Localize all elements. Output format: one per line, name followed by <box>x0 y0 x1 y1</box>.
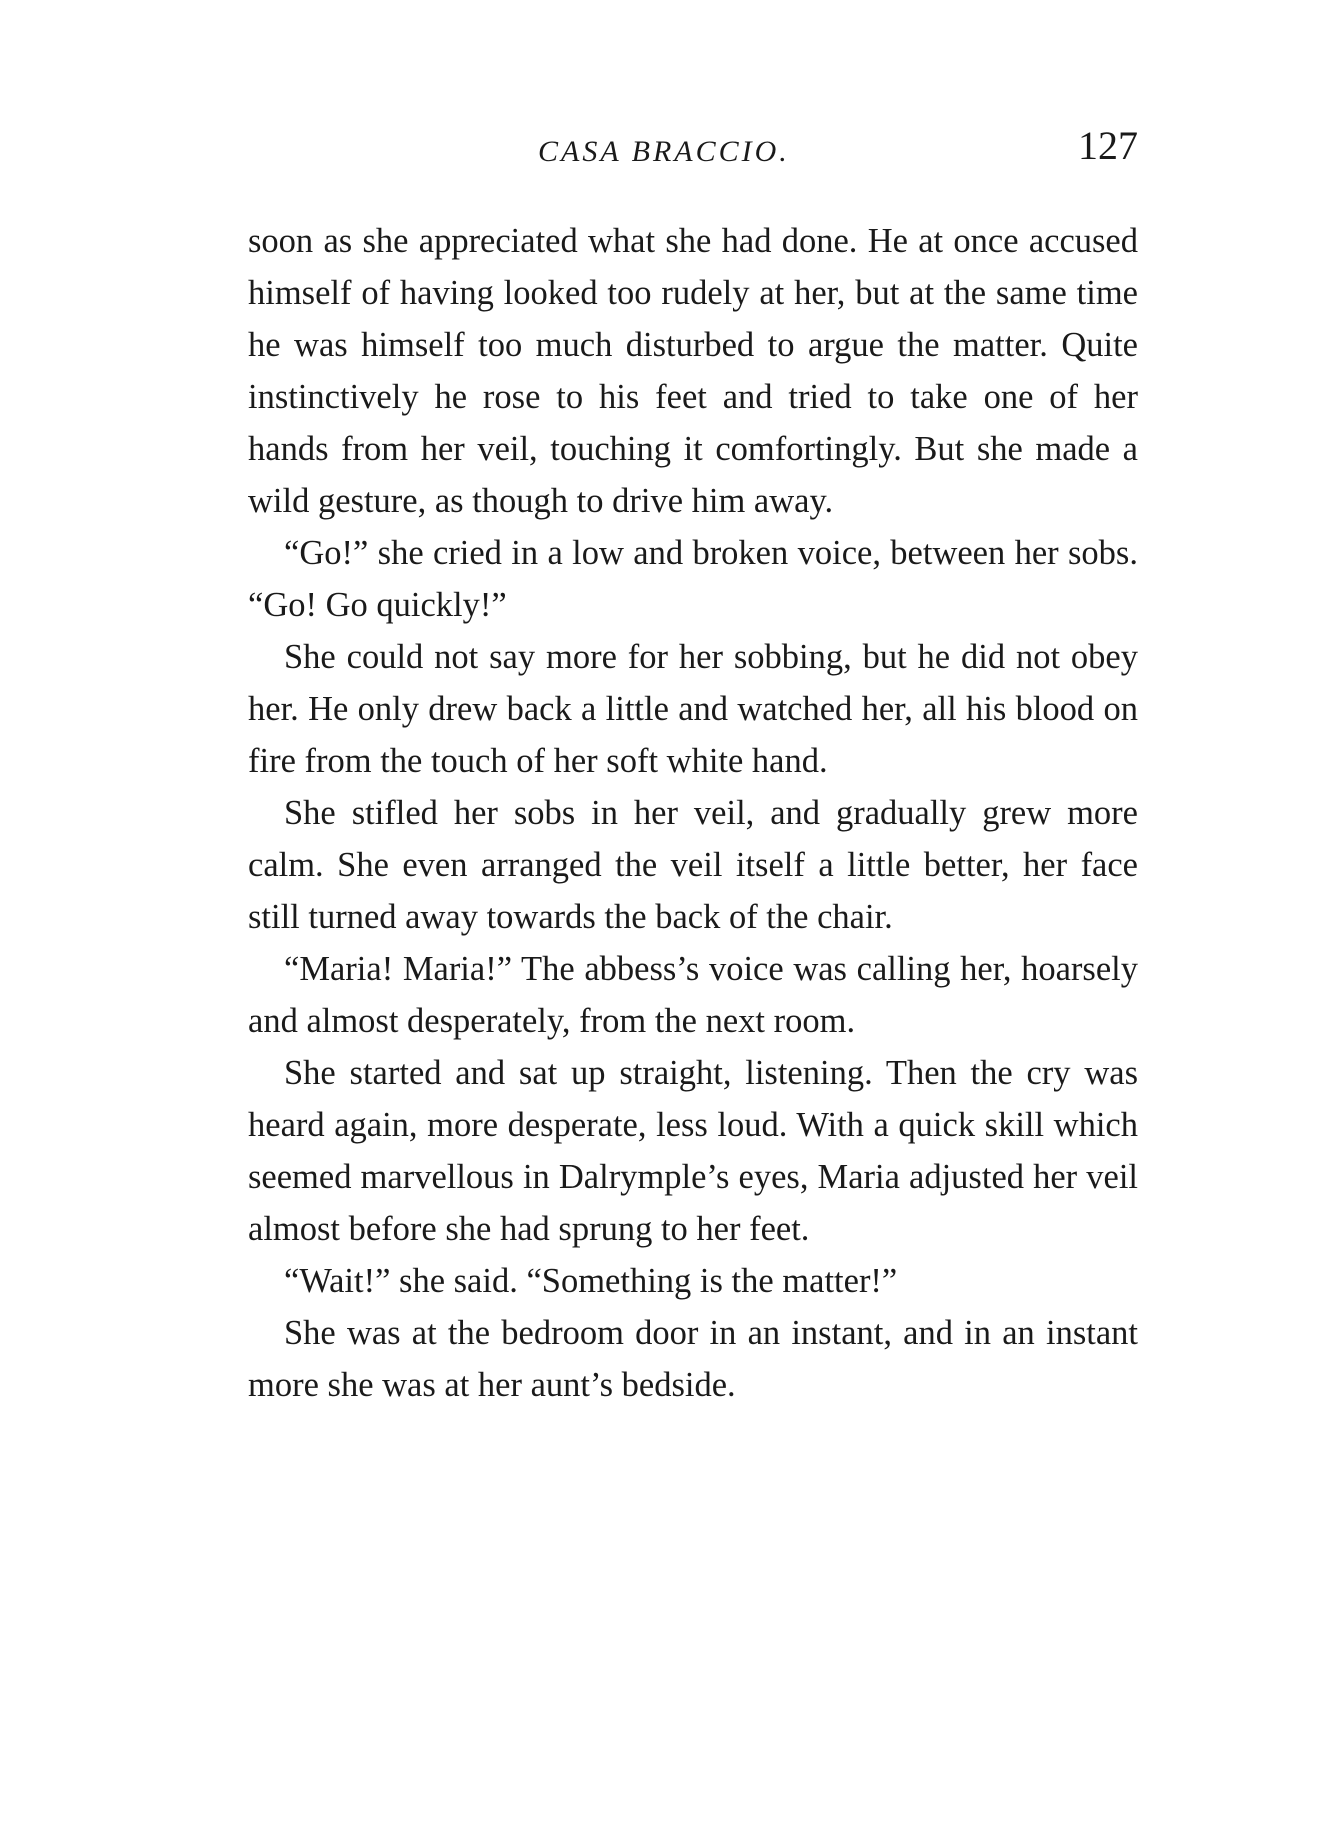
paragraph: “Maria! Maria!” The abbess’s voice was calling her, hoarsely and almost desperately, from the next room. <box>248 950 1138 1040</box>
page-number: 127 <box>1078 123 1138 168</box>
paragraph: “Go!” she cried in a low and broken voice, between her sobs. “Go! Go quickly!” <box>248 534 1138 624</box>
paragraph: She could not say more for her sobbing, but he did not obey her. He only drew back a little and watched her, all his blood on fire from the touch of her soft white hand. <box>248 638 1138 780</box>
paragraph: She stifled her sobs in her veil, and gradually grew more calm. She even arranged the veil itself a little better, her face still turned away towards the back of the chair. <box>248 794 1138 936</box>
body-text <box>248 215 1138 1411</box>
paragraph: soon as she appreciated what she had done. He at once accused himself of having looked too rudely at her, but at the same time he was himself too much disturbed to argue the matter. Quite instinctively he rose to his feet and tried to take one of her hands from her veil, touching it comfortingly. But she made a wild gesture, as though to drive him away. <box>248 222 1138 520</box>
paragraph: She started and sat up straight, listening. Then the cry was heard again, more desperate, less loud. With a quick skill which seemed marvellous in Dalrymple’s eyes, Maria adjusted her veil almost before she had sprung to her feet. <box>248 1054 1138 1248</box>
page-header <box>248 123 1138 176</box>
paragraph: She was at the bedroom door in an instant, and in an instant more she was at her aunt’s bedside. <box>248 1314 1138 1404</box>
paragraph: “Wait!” she said. “Something is the matter!” <box>284 1262 898 1300</box>
running-head: CASA BRACCIO. <box>538 135 790 168</box>
